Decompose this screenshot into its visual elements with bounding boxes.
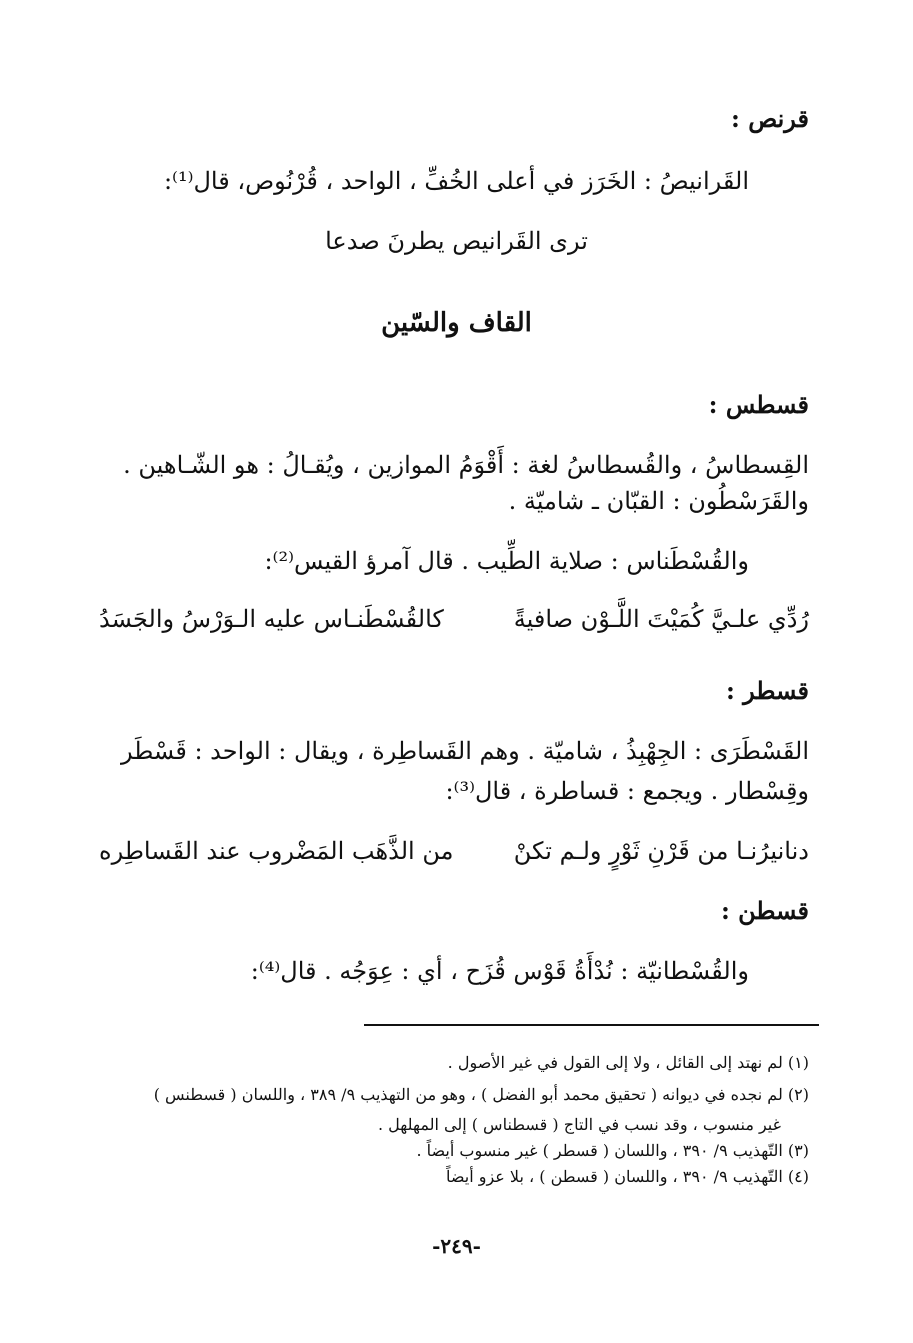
verse-first-hemistich: رُدِّي علـيَّ كُمَيْتَ اللَّـوْن صافيةً xyxy=(513,605,809,633)
verse-qsts xyxy=(99,602,809,636)
verse-second-hemistich: كالقُسْطَنـاس عليه الـوَرْسُ والجَسَدُ xyxy=(99,605,444,633)
entry-text-qstn: والقُسْطانيّة : نُدْأَةُ قَوْس قُزَح ، أي : عِوَجُه . قال⁽⁴⁾: xyxy=(250,957,749,985)
entry-text-qsts-line2: والقَرَسْطُون : القبّان ـ شاميّة . xyxy=(508,487,809,515)
entry-text-qrns: القَرانيصُ : الخَرَز في أعلى الخُفِّ ، الواحد ، قُرْنُوص، قال⁽¹⁾: xyxy=(163,167,749,195)
footnote-divider xyxy=(364,1024,819,1026)
entry-text-qstr-line1: القَسْطَرَى : الجِهْبِذُ ، شاميّة . وهم القَساطِرة ، ويقال : الواحد : قَسْطَر xyxy=(121,737,809,765)
footnote-2: (٢) لم نجده في ديوانه ( تحقيق محمد أبو الفضل ) ، وهو من التهذيب ٩/ ٣٨٩ ، واللسان ( قسطنس ) xyxy=(153,1085,809,1104)
entry-heading-qsts: قسطس : xyxy=(708,390,809,419)
footnote-4: (٤) التّهذيب ٩/ ٣٩٠ ، واللسان ( قسطن ) ، بلا عزو أيضاً xyxy=(445,1167,809,1186)
entry-text-qstr-line2: وقِسْطار . ويجمع : قساطرة ، قال⁽³⁾: xyxy=(445,777,809,805)
entry-heading-qstn: قسطن : xyxy=(720,896,809,925)
chapter-title: القاف والسّين xyxy=(381,308,532,338)
footnote-3: (٣) التّهذيب ٩/ ٣٩٠ ، واللسان ( قسطر ) غير منسوب أيضاً . xyxy=(416,1141,809,1160)
page-number: -٢٤٩- xyxy=(432,1234,481,1258)
verse-qrns: ترى القَرانيص يطرنَ صدعا xyxy=(325,227,588,255)
entry-heading-qstr: قسطر : xyxy=(725,676,809,705)
footnote-2-continued: غير منسوب ، وقد نسب في التاج ( قسطناس ) إلى المهلهل . xyxy=(377,1115,781,1134)
entry-heading-qrns: قرنص : xyxy=(730,104,809,133)
footnote-1: (١) لم نهتد إلى القائل ، ولا إلى القول في غير الأصول . xyxy=(447,1053,809,1072)
entry-text-qsts-quote: والقُسْطَناس : صلاية الطِّيب . قال آمرؤ القيس⁽²⁾: xyxy=(264,547,749,575)
entry-text-qsts-line1: القِسطاسُ ، والقُسطاسُ لغة : أَقْوَمُ الموازين ، ويُقـالُ : هو الشّـاهين . xyxy=(123,451,809,479)
verse-first-hemistich: دنانيرُنـا من قَرْنِ ثَوْرٍ ولـم تكنْ xyxy=(513,837,809,865)
verse-second-hemistich: من الذَّهَب المَضْروب عند القَساطِره xyxy=(99,837,454,865)
verse-qstr xyxy=(99,834,809,868)
